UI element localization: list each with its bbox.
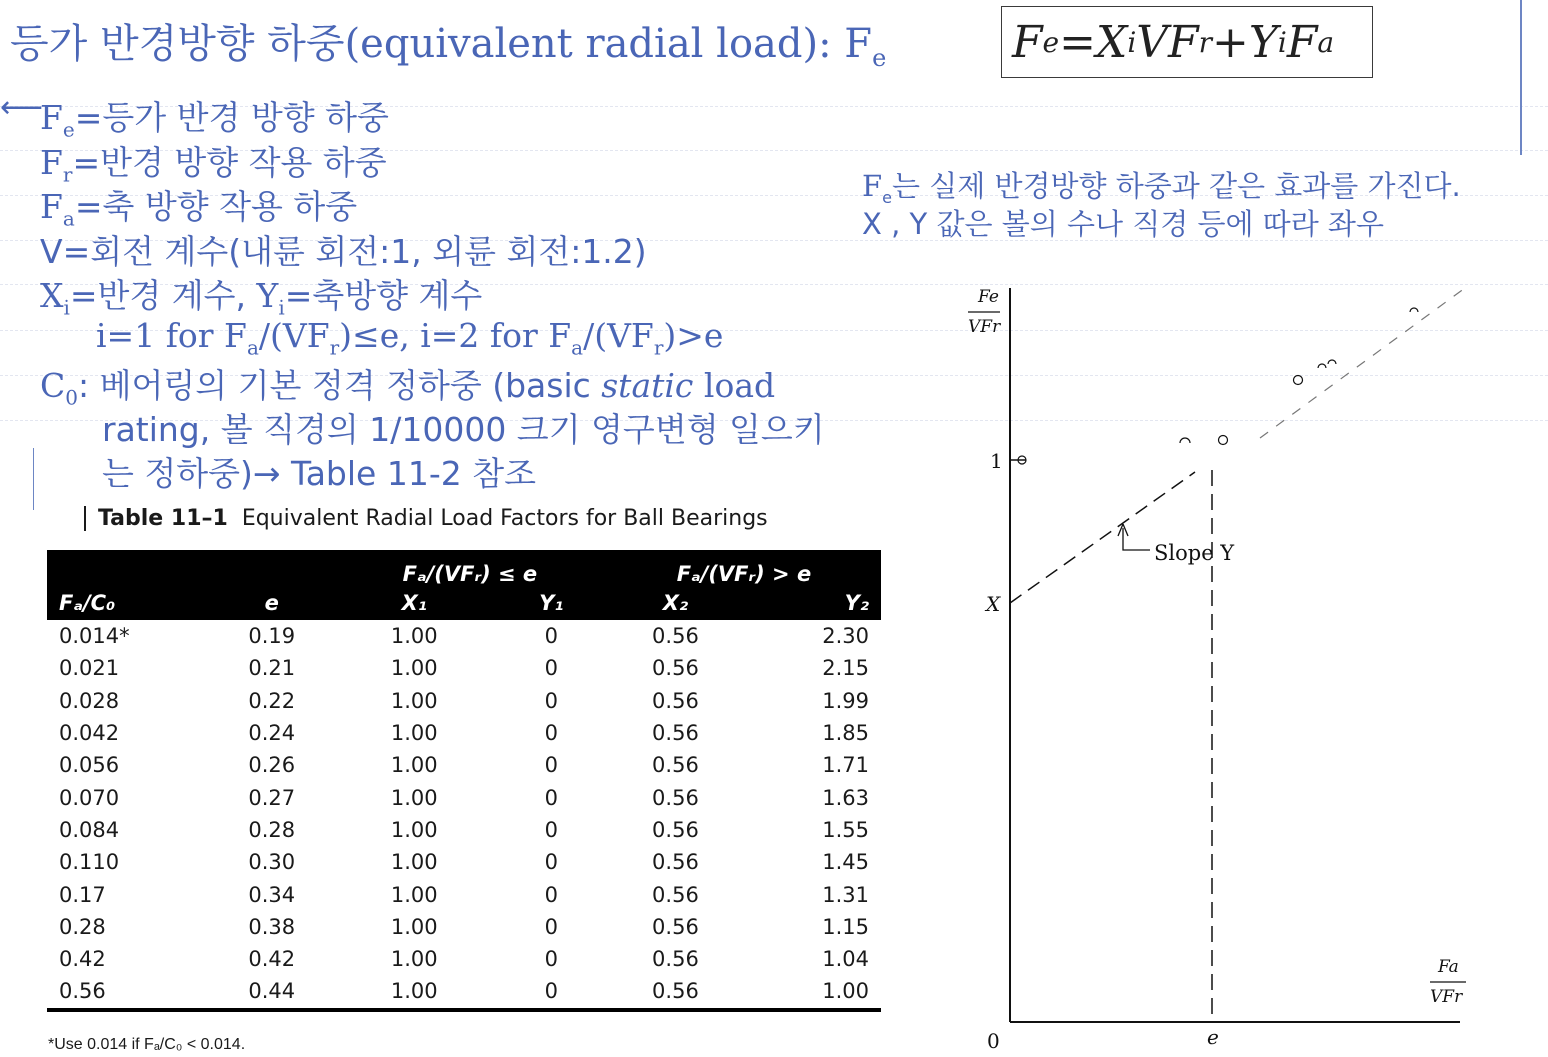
table-cell: 0.22 [248,688,296,713]
symbol: C [40,366,66,405]
table-cell: 0.56 [652,721,699,746]
formula-box [1001,6,1373,78]
definition-text: rating, 볼 직경의 1/10000 크기 영구변형 일으키 [102,410,825,449]
table-cell: 1.00 [333,975,496,1009]
table-cell: 0.56 [47,975,211,1009]
definition-text: =반경 계수, [69,276,257,315]
formula-plus: + [1211,16,1249,68]
table-cell: 1.04 [822,947,869,972]
table-column-header: Y₁ [496,586,607,620]
table-row [47,685,881,717]
table-cell: 0.042 [59,721,120,746]
table-cell: 1.55 [822,817,869,842]
table-column-header: X₂ [607,586,744,620]
symbol: F [40,187,63,226]
table-cell: 1.00 [390,882,438,907]
table-cell: 0.56 [652,850,699,875]
table-cell: 1.85 [822,721,869,746]
table-cell: 0 [544,624,558,649]
note-text: X , Y 값은 볼의 수나 직경 등에 따라 좌우 [862,207,1384,241]
x-axis-label-numerator: Fa [1438,957,1459,977]
table-row [47,717,881,749]
condition-text: /(VF [583,316,654,355]
definition-text: V=회전 계수(내륜 회전:1, 외륜 회전:1.2) [40,232,647,271]
definition-text: : 베어링의 기본 정격 정하중 (basic [77,366,602,405]
slope-label: Slope Y [1154,541,1235,565]
table-cell: 0.21 [248,656,296,681]
table-cell: 1.99 [822,688,869,713]
load-factor-graph [940,270,1480,1055]
table-cell: 0.42 [59,947,106,972]
condition-text: i=1 for F [96,316,247,355]
table-cell: 1.00 [390,947,438,972]
table-row [47,781,881,813]
definition-text: =축방향 계수 [284,276,483,315]
formula-y: Y [1248,16,1278,68]
symbol: Y [256,276,279,315]
title-subscript: e [872,44,887,72]
bullet-arrow-icon: ⟵ [0,90,44,125]
table-cell: 0.56 [652,914,699,939]
condition-text: )≤e, i=2 for F [339,316,572,355]
table-cell: 0.56 [652,688,699,713]
table-cell: 0.110 [59,850,120,875]
formula-sub: a [1317,25,1335,59]
title-english: (equivalent radial load): F [344,21,873,67]
note-line-1 [862,164,1461,207]
table-cell: 1.00 [390,721,438,746]
table-cell: 1.00 [390,656,438,681]
definition-c0 [40,360,775,410]
table-cell: 0 [544,914,558,939]
slope-line [1010,472,1195,603]
table-header-spacer [211,550,333,586]
definition-text: =축 방향 작용 하중 [74,187,358,226]
table-cell: 0.56 [652,947,699,972]
slope-line-extension [1260,288,1465,438]
table-cell: 0.44 [211,975,333,1009]
tick-label-e: e [1207,1025,1219,1049]
table-cell: 0.28 [248,817,296,842]
table-cell: 2.30 [822,624,869,649]
table-cell: 1.31 [822,882,869,907]
note-line-2 [862,202,1384,243]
data-point [1294,376,1303,385]
table-group-header: Fₐ/(VFᵣ) > e [607,550,881,586]
table-cell: 0.028 [59,688,120,713]
symbol-sub: e [882,187,892,207]
table-caption-text: Equivalent Radial Load Factors for Ball Bearings [241,506,768,531]
table-header-spacer [47,550,211,586]
definition-v [40,226,647,273]
table-cell: 1.00 [390,688,438,713]
title-korean: 등가 반경방향 하중 [10,21,345,67]
symbol: F [862,169,883,203]
table-cell: 0.19 [248,624,296,649]
note-text: 는 실제 반경방향 하중과 같은 효과를 가진다. [891,169,1461,203]
data-point [1180,438,1190,443]
y-axis-label-numerator: Fe [978,287,999,307]
table-column-header: X₁ [333,586,496,620]
formula-sub: i [1127,25,1137,59]
symbol: F [40,143,63,182]
definition-c0-line2 [102,404,825,451]
table-cell: 0 [544,947,558,972]
symbol-sub: a [62,206,75,231]
table-cell: 0.084 [59,817,120,842]
table-cell: 0.26 [248,753,296,778]
tick-label-1: 1 [990,449,1003,473]
condition-text: /(VF [258,316,330,355]
symbol-sub: r [62,162,73,187]
table-cell: 1.71 [822,753,869,778]
table-cell: 0.014* [59,624,130,649]
table-cell: 1.15 [822,914,869,939]
definition-condition [96,316,723,360]
symbol-sub: a [571,335,584,360]
table-cell: 0 [544,656,558,681]
formula-equals: = [1059,16,1096,68]
data-point [1219,436,1228,445]
table-row [47,943,881,975]
slope-leader [1123,528,1150,550]
table-cell: 1.63 [822,785,869,810]
accent-rule [1520,0,1522,155]
table-column-header: e [211,586,333,620]
table-cell: 0 [544,882,558,907]
table-caption [84,506,768,531]
table-row [47,749,881,781]
symbol-sub: i [63,295,70,320]
page-title [10,12,886,72]
definition-text: =등가 반경 방향 하중 [74,98,389,137]
formula-sub: e [1042,25,1060,59]
y-axis-label-denominator: VFr [968,317,1001,337]
symbol-sub: r [329,335,340,360]
table-caption-label: Table 11–1 [98,506,228,531]
table-cell: 0.56 [607,975,744,1009]
table-cell: 1.00 [744,975,881,1009]
table-cell: 0.17 [59,882,106,907]
table-cell: 0 [544,688,558,713]
table-cell: 0.42 [248,947,296,972]
symbol-sub: i [278,295,285,320]
table-cell: 1.00 [390,817,438,842]
table-row [47,620,881,652]
definition-fe [40,92,389,142]
table-cell: 1.45 [822,850,869,875]
table-cell: 0.56 [652,656,699,681]
table-cell: 0.056 [59,753,120,778]
condition-text: )>e [663,316,724,355]
table-cell: 0 [496,975,607,1009]
table-cell: 0 [544,753,558,778]
table-cell: 1.00 [390,624,438,649]
formula-fe: F [1012,16,1043,68]
table-cell: 0.56 [652,753,699,778]
table-column-header: Fₐ/C₀ [47,586,211,620]
table-row [47,846,881,878]
formula-vf: VF [1136,16,1199,68]
formula-sub: i [1277,25,1287,59]
symbol-sub: 0 [65,385,78,410]
table-row [47,878,881,910]
table-cell: 0 [544,817,558,842]
definition-fa [40,181,357,231]
table-cell: 1.00 [390,753,438,778]
table-row [47,652,881,684]
table-cell: 0 [544,850,558,875]
definition-italic: static [601,366,694,405]
table-cell: 0.27 [248,785,296,810]
data-point [1318,360,1336,368]
formula-f: F [1286,16,1318,68]
symbol: F [40,98,63,137]
definition-xy [40,270,482,320]
symbol-sub: a [246,335,259,360]
symbol-sub: r [653,335,664,360]
table-cell: 0.38 [248,914,296,939]
definition-c0-line3 [102,448,536,495]
factors-table [47,550,881,1012]
table-cell: 0.56 [652,624,699,649]
table-cell: 2.15 [822,656,869,681]
formula-x: X [1095,16,1128,68]
x-axis-label-denominator: VFr [1430,987,1463,1007]
symbol-sub: e [62,117,75,142]
table-cell: 0.070 [59,785,120,810]
table-footnote: *Use 0.014 if Fₐ/C₀ < 0.014. [48,1036,246,1053]
table-row [47,911,881,943]
definition-text: 는 정하중)→ Table 11-2 참조 [102,454,536,493]
accent-rule [33,448,34,510]
table-cell: 0.30 [248,850,296,875]
table-cell: 0.021 [59,656,120,681]
table-cell: 1.00 [390,914,438,939]
table-cell: 0.28 [59,914,106,939]
data-point [1410,308,1418,312]
origin-label: 0 [987,1029,1000,1053]
table-row [47,975,881,1009]
symbol: X [40,276,64,315]
table-row [47,814,881,846]
tick-label-x: X [986,592,1001,616]
definition-text: load [693,366,776,405]
table-cell: 0.56 [652,817,699,842]
table-cell: 0.34 [248,882,296,907]
definition-fr [40,137,387,187]
table-cell: 0.56 [652,882,699,907]
table-column-header: Y₂ [744,586,881,620]
table-cell: 1.00 [390,785,438,810]
table-cell: 0 [544,785,558,810]
definition-text: =반경 방향 작용 하중 [72,143,387,182]
table-cell: 0.56 [652,785,699,810]
formula-sub: r [1198,25,1212,59]
table-group-header: Fₐ/(VFᵣ) ≤ e [333,550,607,586]
table-cell: 0 [544,721,558,746]
table-cell: 0.24 [248,721,296,746]
table-cell: 1.00 [390,850,438,875]
